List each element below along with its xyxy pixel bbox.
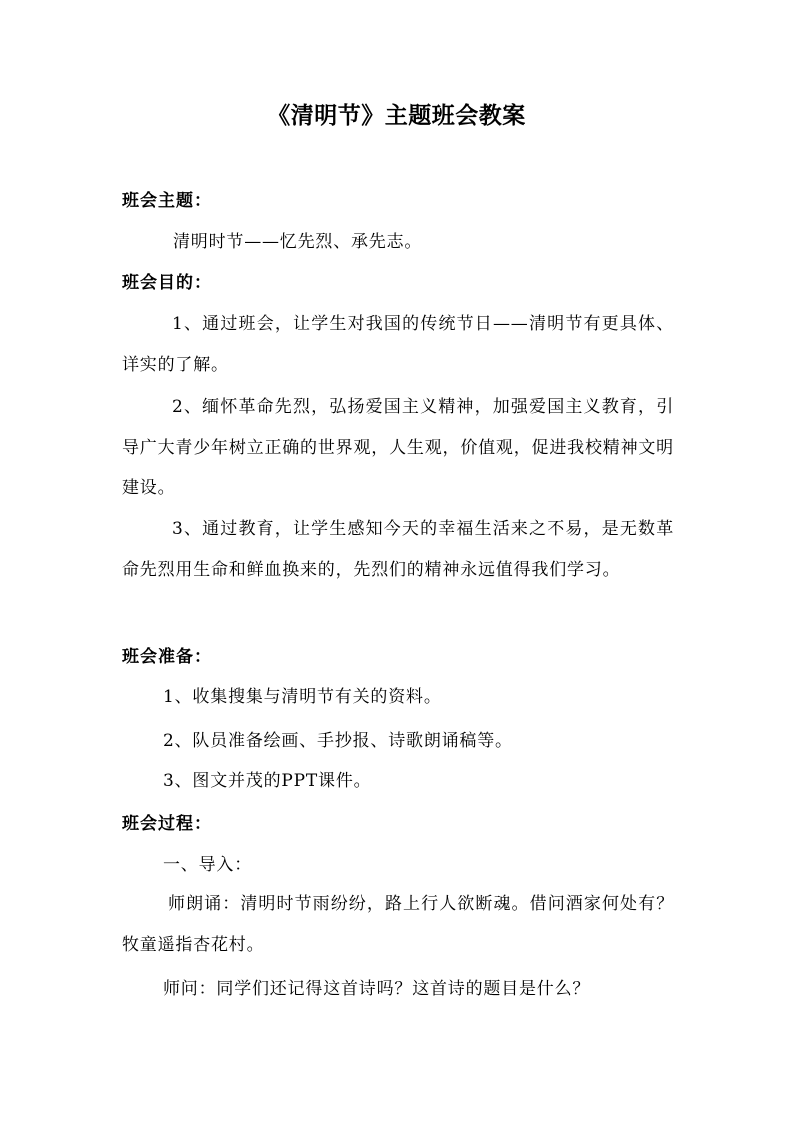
purpose-item-3: 3、通过教育，让学生感知今天的幸福生活来之不易，是无数革命先烈用生命和鲜血换来的，先烈们的精神永远值得我们学习。 — [122, 519, 674, 580]
process-teacher-ask: 师问：同学们还记得这首诗吗？这首诗的题目是什么？ — [163, 979, 591, 999]
theme-text: 清明时节——忆先烈、承先志。 — [173, 232, 423, 252]
preparation-item-2: 2、队员准备绘画、手抄报、诗歌朗诵稿等。 — [163, 731, 513, 751]
process-teacher-recite: 师朗诵：清明时节雨纷纷，路上行人欲断魂。借问酒家何处有？牧童遥指杏花村。 — [122, 894, 674, 955]
heading-purpose: 班会目的： — [122, 273, 212, 293]
preparation-item-1: 1、收集搜集与清明节有关的资料。 — [163, 687, 442, 707]
heading-process: 班会过程： — [122, 814, 212, 834]
document-title: 《清明节》主题班会教案 — [267, 103, 526, 129]
heading-theme: 班会主题： — [122, 191, 212, 211]
purpose-item-1: 1、通过班会，让学生对我国的传统节日——清明节有更具体、详实的了解。 — [122, 314, 674, 375]
preparation-item-3: 3、图文并茂的PPT课件。 — [163, 771, 372, 791]
process-step-1: 一、导入： — [163, 855, 252, 875]
heading-preparation: 班会准备： — [122, 647, 212, 667]
purpose-item-2: 2、缅怀革命先烈，弘扬爱国主义精神，加强爱国主义教育，引导广大青少年树立正确的世界观，人生观，价值观，促进我校精神文明建设。 — [122, 397, 674, 498]
